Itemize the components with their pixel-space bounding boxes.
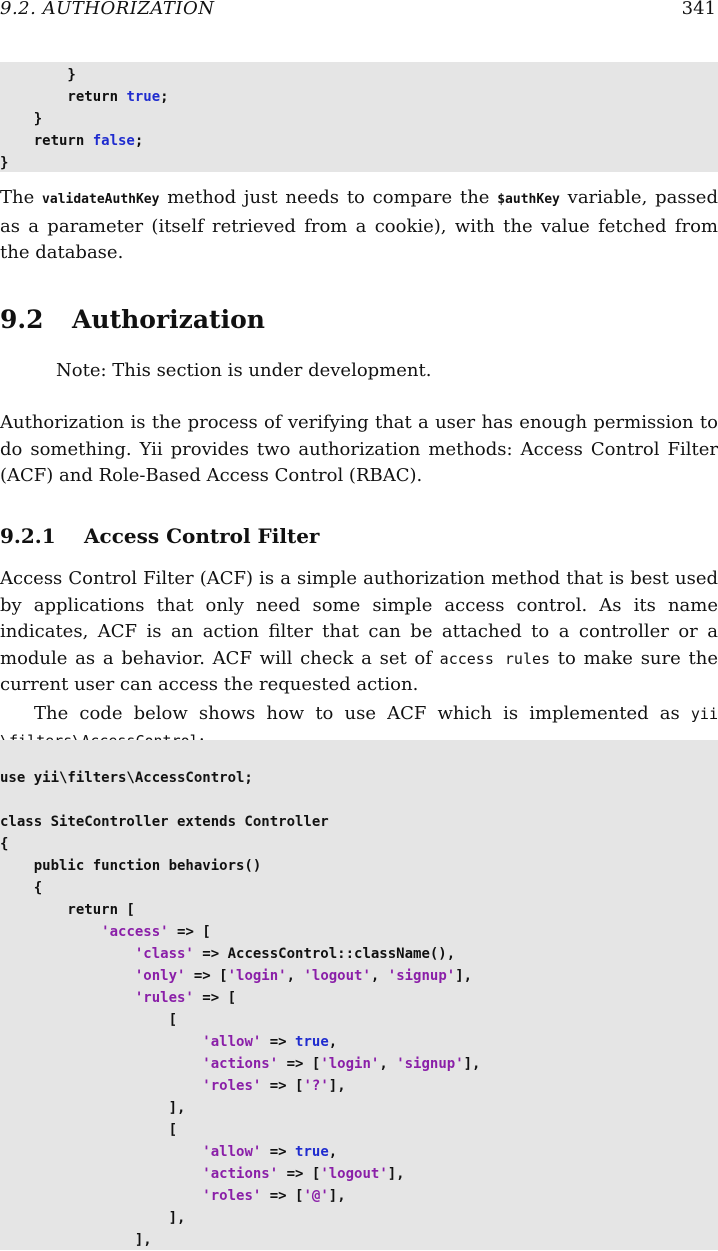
section-title: Authorization [72,305,265,334]
code-block-acf-example [0,740,718,1250]
code-line [0,921,718,943]
code-line [0,943,718,965]
code-string: 'actions' [202,1166,279,1182]
code-text: { [0,880,43,896]
code-line [0,108,718,130]
code-text: ], [0,1100,186,1116]
code-text: ], [328,1188,346,1204]
section-number: 9.2 [0,305,44,334]
section-heading [0,305,265,334]
code-text: , [379,1056,397,1072]
code-text: , [328,1034,338,1050]
paragraph-text: to make sure the current user can access the requested action. [0,647,718,695]
code-text: } [0,155,9,171]
code-string: 'roles' [202,1188,262,1204]
code-text: => [261,1034,296,1050]
code-text: => [ [168,924,211,940]
code-text: => AccessControl::className(), [193,946,456,962]
code-string: '@' [303,1188,329,1204]
code-keyword: false [92,133,135,149]
code-text [0,1144,202,1160]
running-header-section: 9.2. AUTHORIZATION [0,0,215,19]
paragraph-text: The code below shows how to use ACF which is implemented as [34,703,691,724]
subsection-number: 9.2.1 [0,524,56,548]
code-line [0,1009,718,1031]
code-text: [ [0,1012,178,1028]
code-string: 'logout' [303,968,371,984]
inline-code-access-control-class: yii [690,705,718,723]
code-line [0,987,718,1009]
code-string: 'roles' [202,1078,262,1094]
code-line [0,833,718,855]
inline-code-validate-auth-key: validateAuthKey [42,192,160,207]
code-text [0,1188,202,1204]
development-note: Note: This section is under development. [56,360,432,381]
code-line [0,855,718,877]
code-text [0,968,135,984]
code-line [0,1053,718,1075]
code-line [0,1031,718,1053]
code-line [0,86,718,108]
paragraph-text: The [0,187,43,208]
code-string: 'allow' [202,1034,262,1050]
code-line [0,789,718,811]
code-line [0,1207,718,1229]
code-text: => [ [261,1188,304,1204]
code-line [0,64,718,86]
code-string: 'login' [320,1056,380,1072]
code-text: ], [463,1056,481,1072]
code-text: => [ [261,1078,304,1094]
code-text: { [0,836,9,852]
code-text: } [0,67,76,83]
paragraph-text: Access Control Filter (ACF) is a simple authorization method that is best used by applications that only need some simple access control. As its name indicates, ACF is an action filter that can be attached to a controller or a module as a behavior. ACF will check a set of [0,568,718,669]
code-text: => [ [193,990,237,1006]
code-text [0,1078,202,1094]
code-text [0,946,135,962]
code-line [0,1119,718,1141]
code-string: 'allow' [202,1144,262,1160]
code-text: ], [0,1210,186,1226]
code-text: public function behaviors() [0,858,262,874]
running-header [0,0,718,22]
code-text: => [ [278,1166,321,1182]
inline-code-access-rules: access rules [439,649,551,668]
code-line [0,965,718,987]
paragraph-text: variable, passed as a parameter (itself retrieved from a cookie), with the value fetched from the database. [0,187,718,263]
code-text: use yii\filters\AccessControl; [0,770,253,786]
code-text: => [261,1144,296,1160]
code-line [0,899,718,921]
code-block-top [0,62,718,172]
code-line [0,1097,718,1119]
code-text [0,1166,202,1182]
code-line [0,130,718,152]
code-line [0,877,718,899]
code-text: ], [0,1232,152,1248]
code-string: 'signup' [387,968,456,984]
code-line [0,1141,718,1163]
subsection-title: Access Control Filter [84,524,320,548]
paragraph-text: method just needs to compare the [159,187,498,208]
code-text: , [370,968,388,984]
paragraph-authorization-intro: Authorization is the process of verifying that a user has enough permission to do something. Yii provides two authorization methods: Access Control Filter (ACF) and Role-Based Access Control (RBAC). [0,412,718,486]
code-line [0,1163,718,1185]
code-text: } [0,111,43,127]
code-keyword: true [295,1144,329,1160]
code-text [0,1056,202,1072]
code-string: 'only' [134,968,186,984]
code-text: => [ [278,1056,321,1072]
code-line [0,811,718,833]
code-line [0,767,718,789]
code-text: ], [328,1078,346,1094]
code-text [0,1034,202,1050]
code-line [0,1075,718,1097]
code-text: return [ [0,902,135,918]
code-string: 'signup' [396,1056,464,1072]
code-text: return [0,89,127,105]
code-text: [ [0,1122,178,1138]
code-string: 'rules' [134,990,194,1006]
code-string: 'logout' [320,1166,388,1182]
code-text: ; [134,133,144,149]
code-string: 'login' [227,968,287,984]
code-keyword: true [126,89,161,105]
page-number: 341 [681,0,716,19]
code-text: ; [160,89,169,105]
code-text: class SiteController extends Controller [0,814,329,830]
paragraph-acf-description [0,566,718,699]
code-line [0,1229,718,1251]
code-line [0,1185,718,1207]
code-text: => [ [185,968,228,984]
code-text: ], [387,1166,405,1182]
code-text: return [0,133,93,149]
code-text [0,990,135,1006]
inline-code-auth-key: $authKey [497,192,560,207]
code-string: 'class' [134,946,194,962]
code-text: ], [455,968,473,984]
code-text: , [286,968,304,984]
code-string: 'actions' [202,1056,279,1072]
subsection-heading [0,524,319,548]
code-keyword: true [295,1034,329,1050]
code-string: '?' [303,1078,329,1094]
code-text: , [328,1144,338,1160]
code-string: 'access' [101,924,169,940]
paragraph-validate-auth-key [0,185,718,267]
code-line [0,152,718,174]
code-text [0,924,101,940]
